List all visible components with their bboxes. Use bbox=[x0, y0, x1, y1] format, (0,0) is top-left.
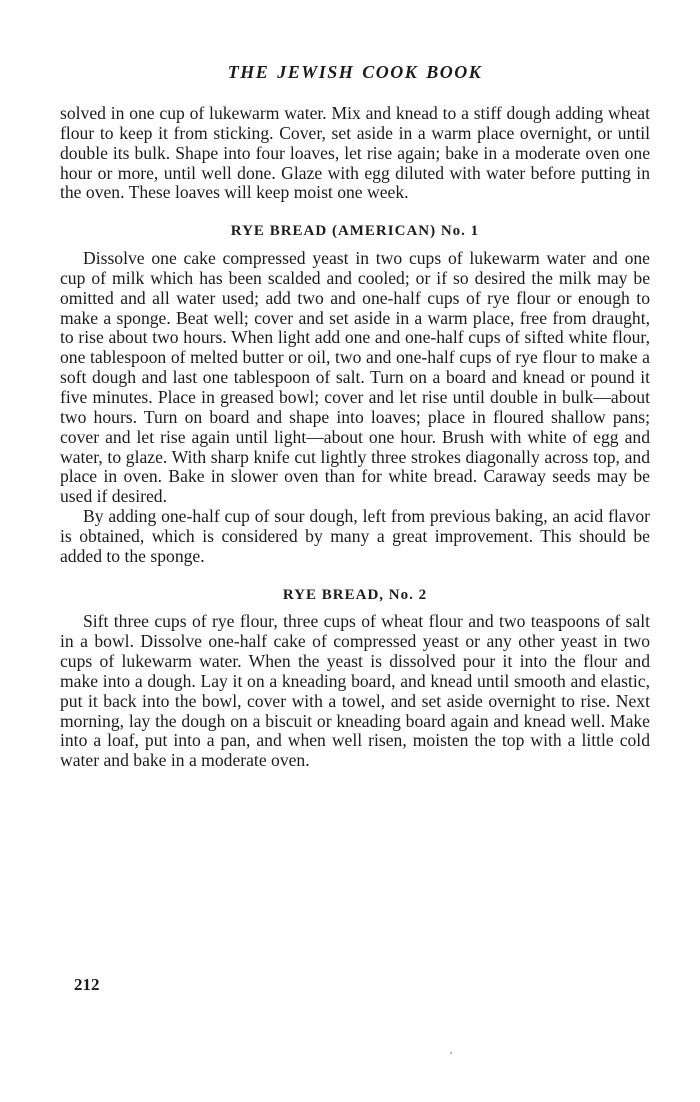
recipe-title-rye-bread-no-2: RYE BREAD, No. 2 bbox=[282, 586, 428, 603]
recipe-paragraph: Dissolve one cake compressed yeast in two cups of lukewarm water and one cup of milk which has been scalded and cooled; or if so desired the milk may be omitted and all water used; add two and one-half cups of rye flour or enough to make a sponge. Beat well; cover and set aside in a warm place, free from draught, to rise about two hours. When light add one and one-half cups of sifted white flour, one tablespoon of melted butter or oil, two and one-half cups of rye flour to make a soft dough and last one tablespoon of salt. Turn on a board and knead or pound it five minutes. Place in greased bowl; cover and let rise until double in bulk—about two hours. Turn on board and shape into loaves; place in floured shallow pans; cover and let rise again until light—about one hour. Brush with white of egg and water, to glaze. With sharp knife cut lightly three strokes diagonally across top, and place in oven. Bake in slower oven than for white bread. Caraway seeds may be used if desired. bbox=[60, 248, 650, 507]
continued-paragraph: solved in one cup of lukewarm water. Mix and knead to a stiff dough adding wheat flour to keep it from sticking. Cover, set aside in a warm place overnight, or until double its bulk. Shape into four loaves, let rise again; bake in a moderate oven one hour or more, until well done. Glaze with egg diluted with water before putting in the oven. These loaves will keep moist one week. bbox=[60, 103, 650, 203]
recipe-title-rye-bread-american: RYE BREAD (AMERICAN) No. 1 bbox=[230, 223, 480, 240]
page-body bbox=[60, 104, 650, 771]
recipe-paragraph: By adding one-half cup of sour dough, left from previous baking, an acid flavor is obtained, which is considered by many a great improvement. This should be added to the sponge. bbox=[60, 506, 650, 566]
paper-speck bbox=[450, 1052, 452, 1054]
recipe-paragraph: Sift three cups of rye flour, three cups of wheat flour and two teaspoons of salt in a bowl. Dissolve one-half cake of compressed yeast or any other yeast in two cups of lukewarm water. When the yeast is dissolved pour it into the flour and make into a dough. Lay it on a kneading board, and knead until smooth and elastic, put it back into the bowl, cover with a towel, and set aside overnight to rise. Next morning, lay the dough on a biscuit or kneading board again and knead well. Make into a loaf, put into a pan, and when well risen, moisten the top with a little cold water and bake in a moderate oven. bbox=[60, 611, 650, 771]
page-number: 212 bbox=[74, 975, 100, 994]
running-title: THE JEWISH COOK BOOK bbox=[227, 62, 483, 82]
